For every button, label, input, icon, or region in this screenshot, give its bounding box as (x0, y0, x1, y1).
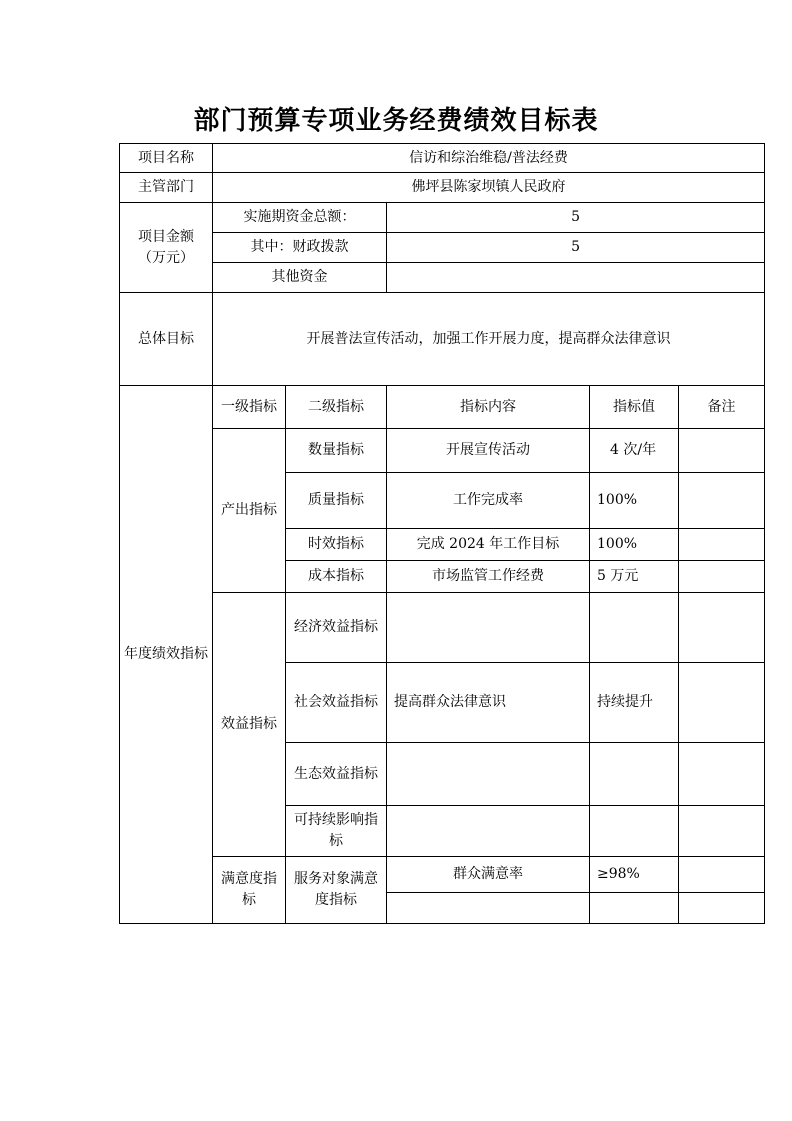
level2-cell: 成本指标 (286, 561, 387, 593)
department-value: 佛坪县陈家坝镇人民政府 (213, 173, 765, 203)
header-level2: 二级指标 (286, 386, 387, 429)
level2-cell: 可持续影响指标 (286, 806, 387, 857)
project-name-value: 信访和综治维稳/普法经费 (213, 144, 765, 173)
row-fiscal-funds (120, 233, 765, 263)
level2-cell: 生态效益指标 (286, 743, 387, 806)
other-funds-value (387, 263, 765, 293)
content-cell: 工作完成率 (387, 473, 590, 529)
row-overall-goal (120, 293, 765, 386)
fiscal-funds-label: 其中：财政拨款 (213, 233, 387, 263)
value-cell (590, 806, 679, 857)
table-row (120, 857, 765, 893)
project-name-label: 项目名称 (120, 144, 213, 173)
level2-cell: 经济效益指标 (286, 593, 387, 663)
content-cell (387, 743, 590, 806)
fiscal-funds-value: 5 (387, 233, 765, 263)
value-cell: 持续提升 (590, 663, 679, 743)
value-cell (590, 893, 679, 924)
value-cell: 5 万元 (590, 561, 679, 593)
satisfaction-indicators-label: 满意度指标 (213, 857, 286, 924)
overall-goal-value: 开展普法宣传活动，加强工作开展力度，提高群众法律意识 (213, 293, 765, 386)
note-cell (679, 529, 765, 561)
table-row (120, 429, 765, 473)
content-cell (387, 593, 590, 663)
annual-indicators-label: 年度绩效指标 (120, 386, 213, 924)
table-row (120, 593, 765, 663)
content-cell (387, 893, 590, 924)
note-cell (679, 429, 765, 473)
total-funds-label: 实施期资金总额： (213, 203, 387, 233)
value-cell: ≥98% (590, 857, 679, 893)
department-label: 主管部门 (120, 173, 213, 203)
note-cell (679, 743, 765, 806)
note-cell (679, 857, 765, 893)
content-cell: 开展宣传活动 (387, 429, 590, 473)
performance-target-table (119, 143, 765, 924)
level2-cell: 时效指标 (286, 529, 387, 561)
note-cell (679, 893, 765, 924)
row-total-funds (120, 203, 765, 233)
header-value: 指标值 (590, 386, 679, 429)
amount-label: 项目金额 （万元） (120, 203, 213, 293)
content-cell: 市场监管工作经费 (387, 561, 590, 593)
value-cell (590, 593, 679, 663)
content-cell (387, 806, 590, 857)
row-indicator-headers (120, 386, 765, 429)
value-cell: 4 次/年 (590, 429, 679, 473)
row-department (120, 173, 765, 203)
note-cell (679, 806, 765, 857)
other-funds-label: 其他资金 (213, 263, 387, 293)
value-cell (590, 743, 679, 806)
header-level1: 一级指标 (213, 386, 286, 429)
output-indicators-label: 产出指标 (213, 429, 286, 593)
note-cell (679, 593, 765, 663)
row-other-funds (120, 263, 765, 293)
level2-cell: 质量指标 (286, 473, 387, 529)
note-cell (679, 561, 765, 593)
value-cell: 100% (590, 473, 679, 529)
level2-cell: 服务对象满意度指标 (286, 857, 387, 924)
benefit-indicators-label: 效益指标 (213, 593, 286, 857)
content-cell: 完成 2024 年工作目标 (387, 529, 590, 561)
value-cell: 100% (590, 529, 679, 561)
row-project-name (120, 144, 765, 173)
note-cell (679, 473, 765, 529)
document-title: 部门预算专项业务经费绩效目标表 (193, 106, 599, 136)
content-cell: 提高群众法律意识 (387, 663, 590, 743)
total-funds-value: 5 (387, 203, 765, 233)
level2-cell: 数量指标 (286, 429, 387, 473)
note-cell (679, 663, 765, 743)
header-content: 指标内容 (387, 386, 590, 429)
overall-goal-label: 总体目标 (120, 293, 213, 386)
level2-cell: 社会效益指标 (286, 663, 387, 743)
header-note: 备注 (679, 386, 765, 429)
content-cell: 群众满意率 (387, 857, 590, 893)
